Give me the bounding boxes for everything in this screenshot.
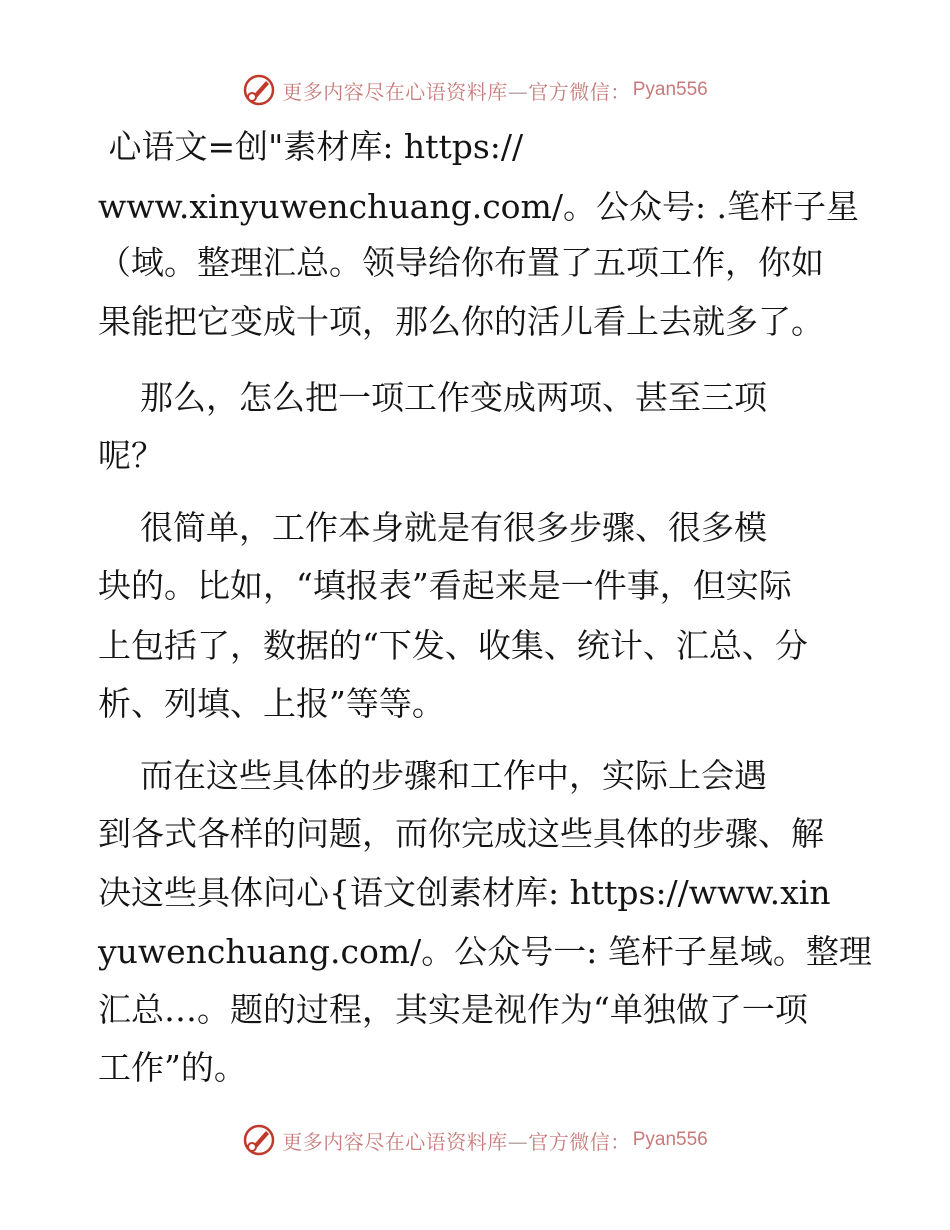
watermark-id: Pyan556: [632, 1129, 708, 1150]
text-line: 果能把它变成十项，那么你的活儿看上去就多了。: [98, 302, 824, 341]
pen-logo-icon: [242, 1123, 276, 1157]
text-line: 上包括了，数据的“下发、收集、统计、汇总、分: [98, 626, 808, 665]
watermark-id: Pyan556: [632, 79, 708, 100]
footer-watermark: [0, 1120, 950, 1160]
text-line: 心语文=创"素材库: https://: [98, 127, 524, 166]
text-line: 汇总…。题的过程，其实是视作为“单独做了一项: [98, 990, 808, 1029]
text-line: 呢？: [98, 436, 164, 475]
text-line: 到各式各样的问题，而你完成这些具体的步骤、解: [98, 814, 824, 853]
text-line: 析、列填、上报”等等。: [98, 684, 445, 723]
header-watermark: [0, 70, 950, 110]
text-line: 而在这些具体的步骤和工作中，实际上会遇: [98, 756, 767, 795]
text-line: yuwenchuang.com/。公众号一: 笔杆子星域。整理: [98, 932, 872, 971]
pen-logo-icon: [242, 73, 276, 107]
text-line: www.xinyuwenchuang.com/。公众号: .笔杆子星: [98, 187, 860, 226]
text-line: 块的。比如，“填报表”看起来是一件事，但实际: [98, 566, 792, 605]
text-line: 工作”的。: [98, 1048, 247, 1087]
text-line: 那么，怎么把一项工作变成两项、甚至三项: [98, 378, 767, 417]
watermark-text: 更多内容尽在心语资料库—官方微信：: [282, 1129, 631, 1154]
watermark-text: 更多内容尽在心语资料库—官方微信：: [282, 79, 631, 104]
text-line: 很简单，工作本身就是有很多步骤、很多模: [98, 508, 767, 547]
text-line: 决这些具体问心{语文创素材库: https://www.xin: [98, 873, 831, 912]
text-line: （域。整理汇总。领导给你布置了五项工作，你如: [98, 243, 824, 282]
